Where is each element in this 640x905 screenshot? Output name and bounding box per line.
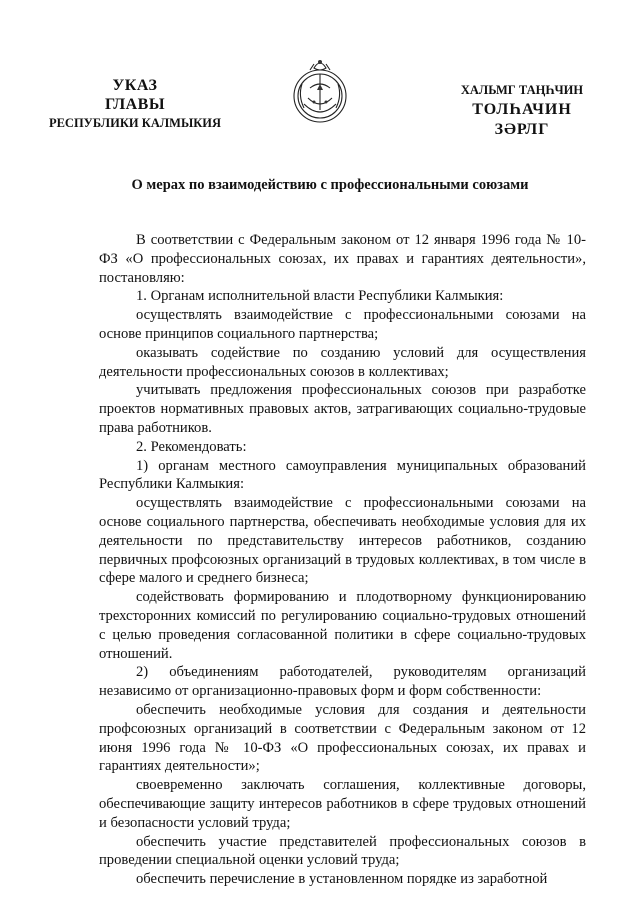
paragraph: обеспечить участие представителей профессиональных союзов в проведении специальной оценки условий труда; <box>99 833 586 869</box>
header-left-line3: РЕСПУБЛИКИ КАЛМЫКИЯ <box>48 116 222 130</box>
header-left-line1: УКАЗ <box>112 77 158 94</box>
header-right-line1: ХАЛЬМГ ТАҢҺЧИН <box>460 83 584 97</box>
header-left-line2: ГЛАВЫ <box>104 96 166 113</box>
header-right-line3: ЗӘРЛГ <box>494 121 550 138</box>
paragraph: обеспечить необходимые условия для создания и деятельности профсоюзных организаций в соответствии с Федеральным законом от 12 июня 1996 года № 10-ФЗ «О профессиональных союзах, их правах и гарантиях деятельности»; <box>99 701 586 775</box>
paragraph: 2. Рекомендовать: <box>136 438 247 455</box>
paragraph: 2) объединениям работодателей, руководителям организаций независимо от организационно-правовых форм и форм собственности: <box>99 664 586 700</box>
document-title: О мерах по взаимодействию с профессиональными союзами <box>131 177 529 193</box>
paragraph: учитывать предложения профессиональных союзов при разработке проектов нормативных правовых актов, затрагивающих социально-трудовые права работников. <box>99 382 586 436</box>
paragraph: своевременно заключать соглашения, коллективные договоры, обеспечивающие защиту интересов работников в сфере трудовых отношений и безопасности условий труда; <box>99 777 586 831</box>
paragraph: оказывать содействие по созданию условий для осуществления деятельности профессиональных союзов в коллективах; <box>99 344 586 380</box>
paragraph: 1) органам местного самоуправления муниципальных образований Республики Калмыкия: <box>99 457 586 493</box>
header-right <box>442 80 602 140</box>
paragraph: 1. Органам исполнительной власти Республики Калмыкия: <box>136 288 504 305</box>
header-right-line2: ТОЛҺАЧИН <box>472 101 572 118</box>
header-left <box>40 76 230 133</box>
paragraph: осуществлять взаимодействие с профессиональными союзами на основе социального партнерства, обеспечивать необходимые условия для их деятельности по представительству интересов работников, созданию первичных профсоюзных организаций в трудовых коллективах, в том числе в сфере малого и среднего бизнеса; <box>99 495 586 587</box>
paragraph: осуществлять взаимодействие с профессиональными союзами на основе принципов социального партнерства; <box>99 307 586 342</box>
coat-of-arms-icon <box>284 54 356 132</box>
paragraph: обеспечить перечисление в установленном порядке из заработной <box>136 871 548 888</box>
document-body <box>99 231 586 889</box>
paragraph: В соответствии с Федеральным законом от 12 января 1996 года № 10-ФЗ «О профессиональных союзах, их правах и гарантиях деятельности», постановляю: <box>99 232 586 286</box>
paragraph: содействовать формированию и плодотворному функционированию трехсторонних комиссий по регулированию социально-трудовых отношений с целью проведения согласованной политики в сфере социально-трудовых отношений. <box>99 589 586 662</box>
